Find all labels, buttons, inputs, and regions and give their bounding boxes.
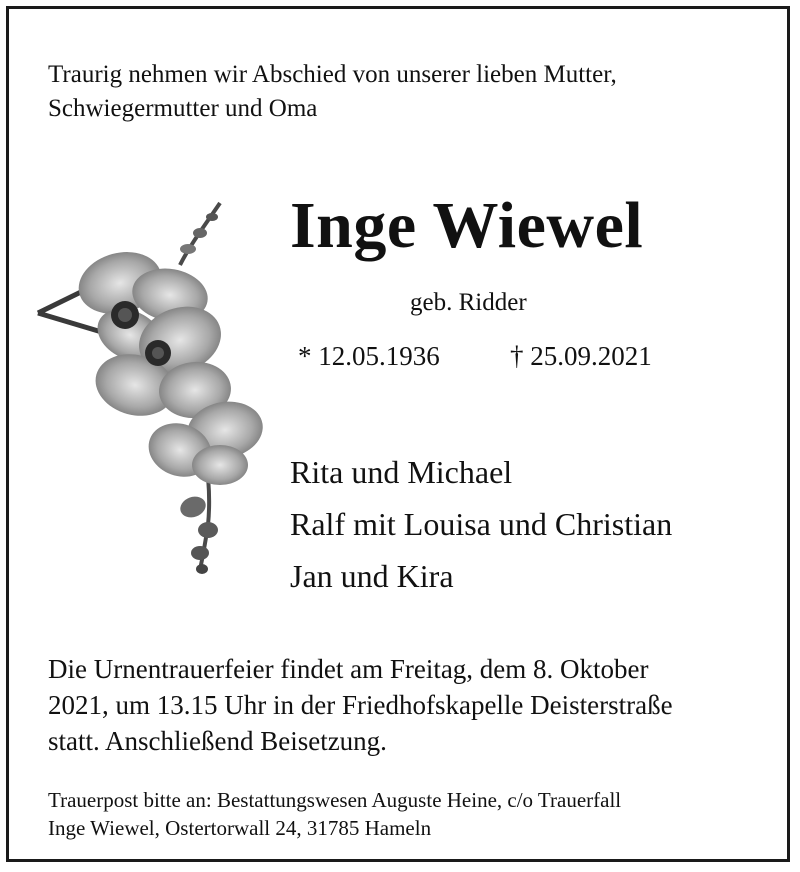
family-member: Ralf mit Louisa und Christian [290,506,673,542]
family-member: Jan und Kira [290,558,454,594]
intro-line-2: Schwiegermutter und Oma [48,95,318,122]
service-info [48,651,768,759]
birth-date: * 12.05.1936 [298,341,440,371]
mail-address [48,786,768,842]
orchid-icon [30,195,270,580]
deceased-name: Inge Wiewel [290,189,644,262]
service-line-2: 2021, um 13.15 Uhr in der Friedhofskapelle Deisterstraße [48,690,673,720]
intro-line-1: Traurig nehmen wir Abschied von unserer lieben Mutter, [48,61,617,88]
death-date: † 25.09.2021 [510,341,652,371]
family-member: Rita und Michael [290,454,513,490]
family-list [290,446,672,602]
service-line-3: statt. Anschließend Beisetzung. [48,726,387,756]
mail-line-1: Trauerpost bitte an: Bestattungswesen Auguste Heine, c/o Trauerfall [48,788,622,812]
birth-name: geb. Ridder [410,289,527,316]
service-line-1: Die Urnentrauerfeier findet am Freitag, dem 8. Oktober [48,654,649,684]
intro-text [48,58,768,126]
mail-line-2: Inge Wiewel, Ostertorwall 24, 31785 Hameln [48,816,432,840]
